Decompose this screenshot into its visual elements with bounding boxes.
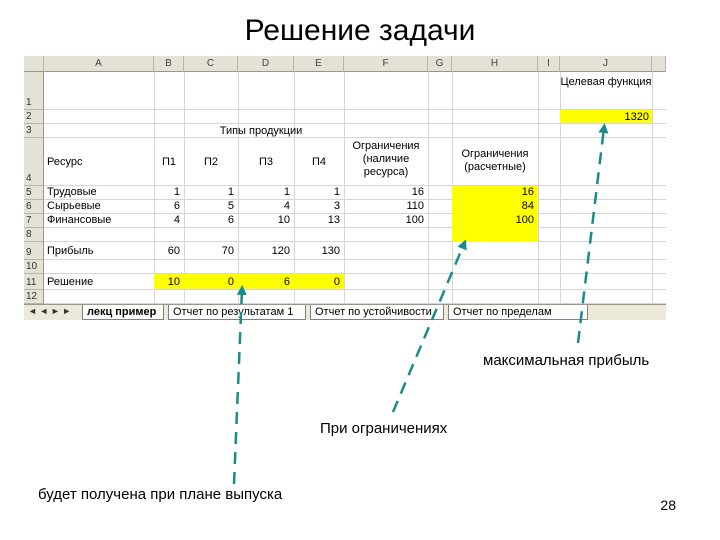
p2-header[interactable]: П2: [203, 156, 219, 168]
cell-f7[interactable]: 100: [405, 214, 424, 226]
column-header-d[interactable]: D: [238, 56, 294, 72]
arrow-to-solution: [234, 290, 242, 484]
cell-d5[interactable]: 1: [283, 186, 290, 198]
row-header-10[interactable]: 10: [24, 260, 44, 274]
product-types-header[interactable]: Типы продукции: [219, 125, 303, 137]
annotation-plan: будет получена при плане выпуска: [38, 486, 283, 503]
objective-value-cell[interactable]: 1320: [624, 111, 649, 123]
cell-c11[interactable]: 0: [227, 276, 234, 288]
column-header-i[interactable]: I: [538, 56, 560, 72]
column-header-b[interactable]: B: [154, 56, 184, 72]
cell-f5[interactable]: 16: [411, 186, 424, 198]
slide-title: Решение задачи: [244, 14, 476, 47]
cell-e6[interactable]: 3: [333, 200, 340, 212]
cell-f6[interactable]: 110: [406, 200, 424, 212]
row-header-4[interactable]: 4: [24, 138, 44, 186]
cell-c6[interactable]: 5: [227, 200, 234, 212]
column-header-f[interactable]: F: [344, 56, 428, 72]
row-header-9[interactable]: 9: [24, 242, 44, 260]
row-label-solution[interactable]: Решение: [47, 276, 94, 288]
column-header-c[interactable]: C: [184, 56, 238, 72]
cell-c7[interactable]: 6: [227, 214, 234, 226]
arrow-to-objective: [578, 128, 604, 343]
row-header-8[interactable]: 8: [24, 228, 44, 242]
sheet-nav-buttons[interactable]: ◄ ◄ ► ►: [28, 306, 72, 316]
resource-header[interactable]: Ресурс: [47, 156, 83, 168]
row-label-profit[interactable]: Прибыль: [47, 245, 94, 257]
row-header-3[interactable]: 3: [24, 124, 44, 138]
annotation-constraints: При ограничениях: [320, 420, 448, 437]
cell-d6[interactable]: 4: [283, 200, 290, 212]
cell-h7[interactable]: 100: [515, 214, 534, 226]
cell-c9[interactable]: 70: [221, 245, 234, 257]
tab-limits-report[interactable]: Отчет по пределам: [448, 305, 588, 320]
arrow-to-constraints: [393, 244, 464, 412]
row-header-5[interactable]: 5: [24, 186, 44, 200]
cell-b6[interactable]: 6: [173, 200, 180, 212]
cell-b5[interactable]: 1: [173, 186, 180, 198]
objective-label-cell[interactable]: Целевая функция: [560, 76, 652, 88]
cell-c5[interactable]: 1: [227, 186, 234, 198]
cell-e11[interactable]: 0: [333, 276, 340, 288]
column-header-e[interactable]: E: [294, 56, 344, 72]
column-header-j[interactable]: J: [560, 56, 652, 72]
cell-e9[interactable]: 130: [321, 245, 340, 257]
row-label-raw[interactable]: Сырьевые: [47, 200, 101, 212]
row-header-12[interactable]: 12: [24, 290, 44, 304]
cell-b7[interactable]: 4: [173, 214, 180, 226]
cell-d7[interactable]: 10: [277, 214, 290, 226]
page-number: 28: [660, 497, 676, 513]
cell-b9[interactable]: 60: [167, 245, 180, 257]
computed-constraints-header[interactable]: Ограничения (расчетные): [461, 148, 529, 173]
annotation-max-profit: максимальная прибыль: [483, 352, 650, 369]
tab-results-report[interactable]: Отчет по результатам 1: [168, 305, 306, 320]
column-header-h[interactable]: H: [452, 56, 538, 72]
row-label-finance[interactable]: Финансовые: [47, 214, 112, 226]
cell-d11[interactable]: 6: [283, 276, 290, 288]
tab-lecture-example[interactable]: лекц пример: [82, 305, 164, 320]
cell-e7[interactable]: 13: [327, 214, 340, 226]
cell-b11[interactable]: 10: [167, 276, 180, 288]
available-constraints-header[interactable]: Ограничения (наличие ресурса): [352, 140, 420, 178]
column-header-g[interactable]: G: [428, 56, 452, 72]
p4-header[interactable]: П4: [311, 156, 327, 168]
row-header-7[interactable]: 7: [24, 214, 44, 228]
cell-e5[interactable]: 1: [333, 186, 340, 198]
cell-h5[interactable]: 16: [521, 186, 534, 198]
column-header-a[interactable]: A: [44, 56, 154, 72]
cell-d9[interactable]: 120: [271, 245, 290, 257]
cell-h6[interactable]: 84: [521, 200, 534, 212]
row-header-6[interactable]: 6: [24, 200, 44, 214]
row-label-labor[interactable]: Трудовые: [47, 186, 97, 198]
row-header-2[interactable]: 2: [24, 110, 44, 124]
row-header-1[interactable]: 1: [24, 72, 44, 110]
p1-header[interactable]: П1: [161, 156, 177, 168]
tab-sensitivity-report[interactable]: Отчет по устойчивости: [310, 305, 444, 320]
row-header-11[interactable]: 11: [24, 274, 44, 290]
p3-header[interactable]: П3: [258, 156, 274, 168]
